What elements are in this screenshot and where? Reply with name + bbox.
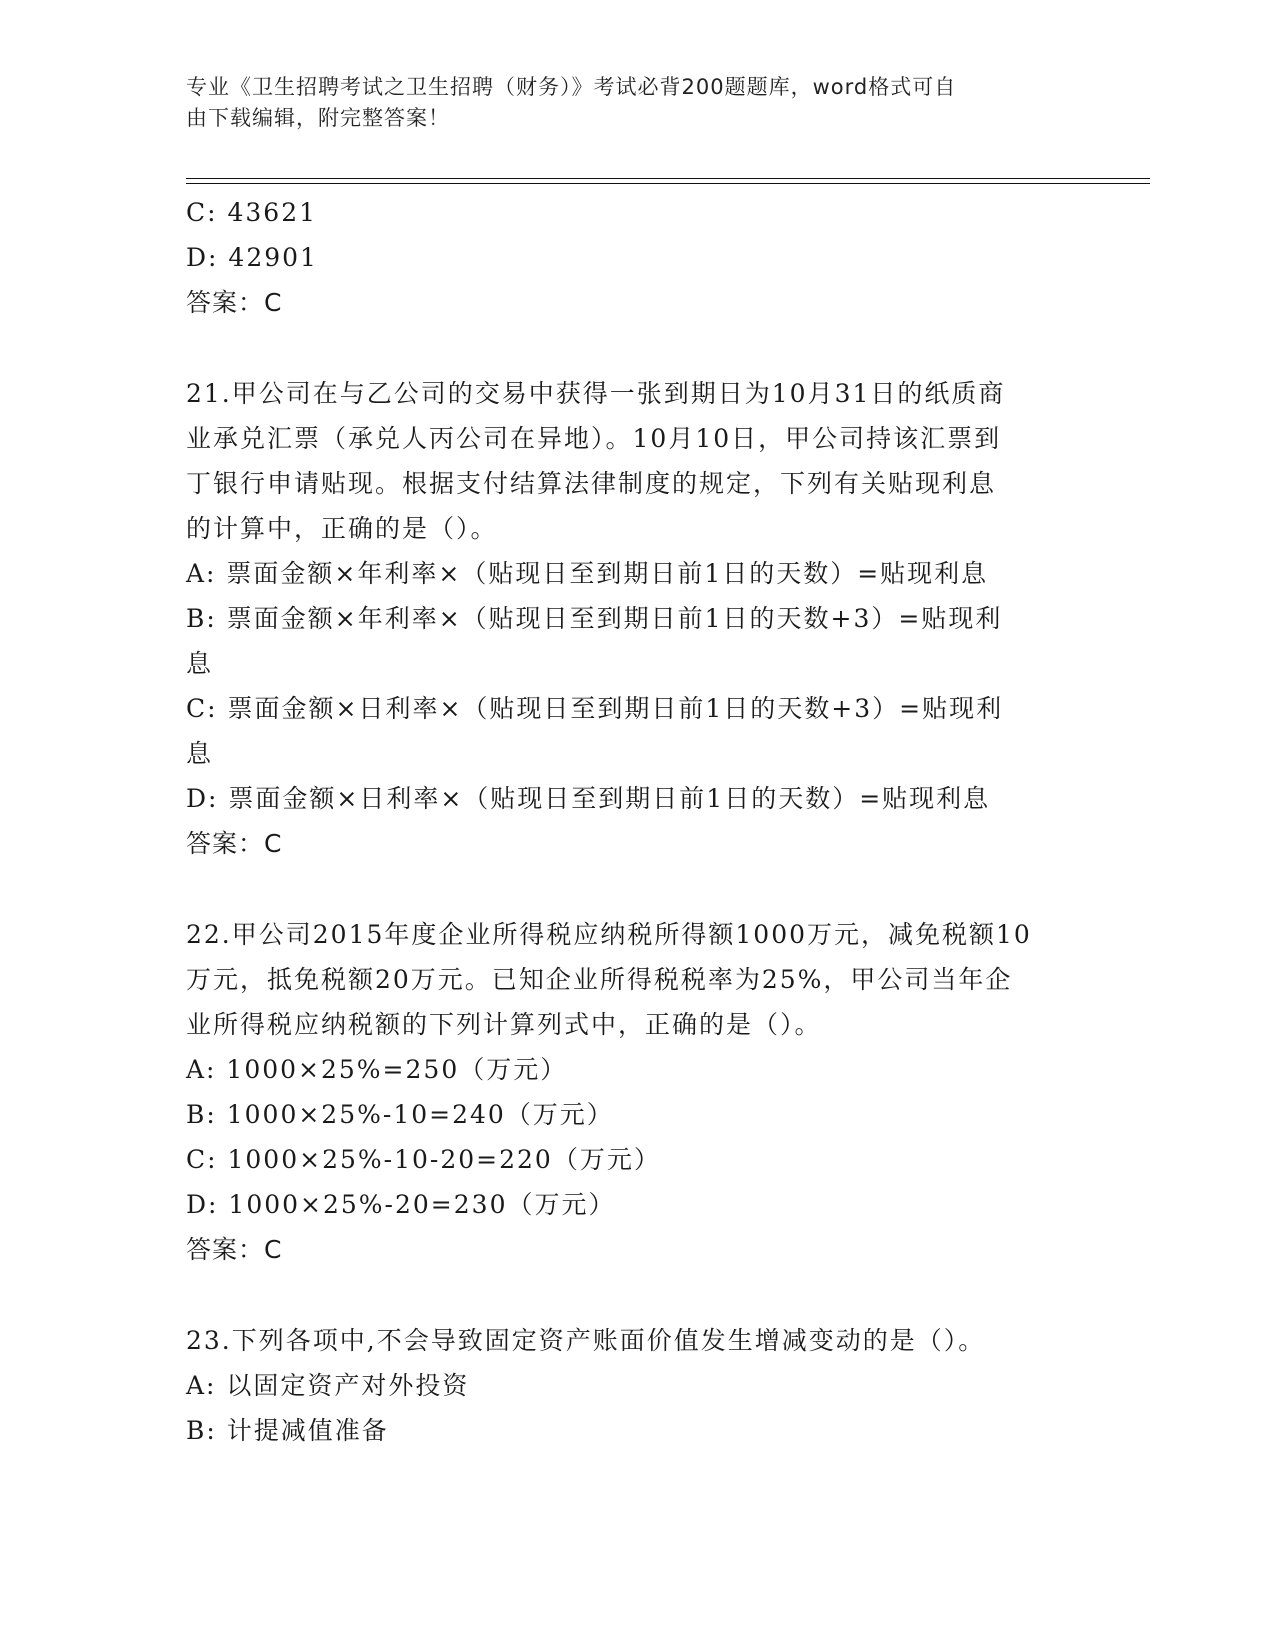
- option-a: A: 以固定资产对外投资: [186, 1371, 470, 1400]
- question-stem: 23.下列各项中,不会导致固定资产账面价值发生增减变动的是（）。: [186, 1326, 986, 1355]
- question-stem-line: 业承兑汇票（承兑人丙公司在异地）。10月10日，甲公司持该汇票到: [186, 424, 1002, 453]
- option-d: D: 42901: [186, 243, 318, 272]
- question-stem-line: 万元，抵免税额20万元。已知企业所得税税率为25%，甲公司当年企: [186, 965, 1013, 994]
- answer: 答案：C: [186, 1235, 283, 1264]
- option-c: C: 1000×25%-10-20=220（万元）: [186, 1145, 661, 1174]
- option-c-line-1: C: 票面金额×日利率×（贴现日至到期日前1日的天数+3）=贴现利: [186, 694, 1004, 723]
- option-c-line-2: 息: [186, 739, 214, 768]
- question-stem-line: 22.甲公司2015年度企业所得税应纳税所得额1000万元，减免税额10: [186, 920, 1032, 949]
- question-stem-line: 丁银行申请贴现。根据支付结算法律制度的规定，下列有关贴现利息: [186, 469, 997, 498]
- option-b-line-2: 息: [186, 649, 214, 678]
- question-23: [186, 1318, 1086, 1453]
- header-rule-bottom: [186, 183, 1150, 184]
- question-stem-line: 21.甲公司在与乙公司的交易中获得一张到期日为10月31日的纸质商: [186, 379, 1006, 408]
- answer: 答案：C: [186, 288, 283, 317]
- question-stem-line: 的计算中，正确的是（）。: [186, 514, 498, 543]
- question-stem-line: 业所得税应纳税额的下列计算列式中，正确的是（）。: [186, 1010, 822, 1039]
- prev-question: [186, 190, 1086, 325]
- question-22: [186, 912, 1086, 1272]
- option-a: A: 1000×25%=250（万元）: [186, 1055, 568, 1084]
- document-header: [186, 72, 1086, 134]
- option-a: A: 票面金额×年利率×（贴现日至到期日前1日的天数）=贴现利息: [186, 559, 989, 588]
- document-body: [186, 190, 1086, 1453]
- question-21: [186, 371, 1086, 866]
- option-b: B: 1000×25%-10=240（万元）: [186, 1100, 614, 1129]
- option-b-line-1: B: 票面金额×年利率×（贴现日至到期日前1日的天数+3）=贴现利: [186, 604, 1003, 633]
- option-b: B: 计提减值准备: [186, 1416, 389, 1445]
- header-line-1: 专业《卫生招聘考试之卫生招聘（财务）》考试必背200题题库，word格式可自: [186, 75, 957, 99]
- option-d: D: 1000×25%-20=230（万元）: [186, 1190, 616, 1219]
- option-d: D: 票面金额×日利率×（贴现日至到期日前1日的天数）=贴现利息: [186, 784, 991, 813]
- spacer: [186, 325, 1086, 371]
- option-c: C: 43621: [186, 198, 318, 227]
- spacer: [186, 866, 1086, 912]
- header-rule-top: [186, 178, 1150, 179]
- spacer: [186, 1272, 1086, 1318]
- header-line-2: 由下载编辑，附完整答案！: [186, 106, 450, 130]
- answer: 答案：C: [186, 829, 283, 858]
